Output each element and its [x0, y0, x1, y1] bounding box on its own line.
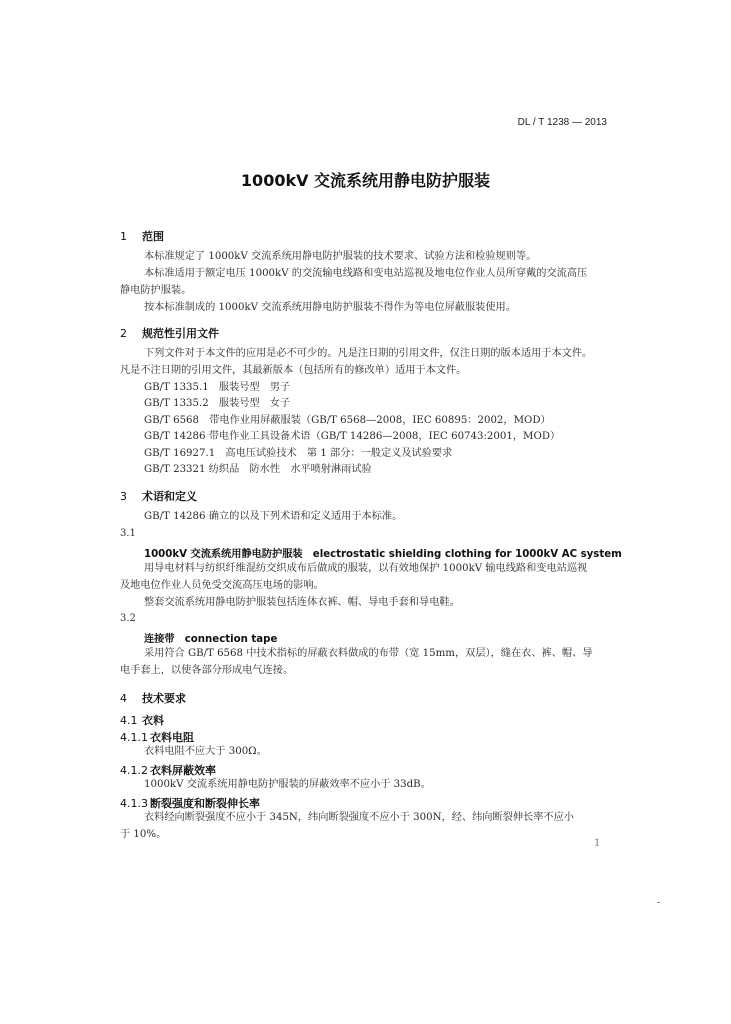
term-entry: 1000kV 交流系统用静电防护服装 electrostatic shielding clothing for 1000kV AC system — [144, 549, 622, 560]
paragraph: 本标准规定了 1000kV 交流系统用静电防护服装的技术要求、试验方法和检验规则等。 — [144, 251, 537, 262]
paragraph: 采用符合 GB/T 6568 中技术指标的屏蔽衣料做成的布带（宽 15mm，双层），缝在衣、裤、帽、导 — [144, 648, 593, 659]
reference-item: GB/T 16927.1 高电压试验技术 第 1 部分：一般定义及试验要求 — [144, 448, 453, 459]
subsection-4-1-1-heading — [120, 729, 194, 745]
section-number: 3 — [120, 490, 127, 503]
paragraph-continuation: 于 10%。 — [120, 829, 167, 840]
paragraph: 本标准适用于额定电压 1000kV 的交流输电线路和变电站巡视及地电位作业人员所穿戴的交流高压 — [144, 268, 588, 279]
section-3-heading — [120, 488, 197, 504]
reference-item: GB/T 1335.2 服装号型 女子 — [144, 398, 291, 409]
paragraph-continuation: 凡是不注日期的引用文件，其最新版本（包括所有的修改单）适用于本文件。 — [120, 365, 467, 376]
section-title: 技术要求 — [142, 692, 186, 705]
clause-number: 3.1 — [120, 528, 136, 539]
section-title: 范围 — [142, 230, 164, 243]
clause-number: 3.2 — [120, 613, 136, 624]
section-title: 规范性引用文件 — [142, 327, 219, 340]
reference-item: GB/T 1335.1 服装号型 男子 — [144, 382, 291, 393]
section-2-heading — [120, 325, 219, 341]
reference-item: GB/T 14286 带电作业工具设备术语（GB/T 14286—2008，IEC 60743:2001，MOD） — [144, 431, 561, 442]
page-number: 1 — [594, 838, 601, 849]
paragraph: 整套交流系统用静电防护服装包括连体衣裤、帽、导电手套和导电鞋。 — [144, 597, 460, 608]
paragraph: 按本标准制成的 1000kV 交流系统用静电防护服装不得作为等电位屏蔽服装使用。 — [144, 302, 516, 313]
paragraph: 1000kV 交流系统用静电防护服装的屏蔽效率不应小于 33dB。 — [144, 779, 431, 790]
standard-code: DL / T 1238 — 2013 — [517, 117, 607, 128]
subsection-4-1-2-heading — [120, 762, 216, 778]
paragraph-continuation: 电手套上，以使各部分形成电气连接。 — [120, 665, 294, 676]
paragraph: 下列文件对于本文件的应用是必不可少的。凡是注日期的引用文件，仅注日期的版本适用于本文件。 — [144, 348, 593, 359]
section-number: 4.1 — [120, 714, 138, 727]
section-title: 术语和定义 — [142, 490, 197, 503]
document-title: 1000kV 交流系统用静电防护服装 — [240, 171, 491, 190]
paragraph-continuation: 及地电位作业人员免受交流高压电场的影响。 — [120, 580, 324, 591]
section-4-heading — [120, 690, 186, 706]
reference-item: GB/T 23321 纺织品 防水性 水平喷射淋雨试验 — [144, 464, 372, 475]
subsection-4-1-heading — [120, 712, 164, 728]
term-entry: 连接带 connection tape — [144, 634, 278, 645]
section-title: 衣料 — [142, 714, 164, 727]
paragraph: 用导电材料与纺织纤维混纺交织成布后做成的服装，以有效地保护 1000kV 输电线路和变电站巡视 — [144, 563, 588, 574]
section-number: 4.1.1 — [120, 731, 148, 744]
section-number: 2 — [120, 327, 127, 340]
paragraph-continuation: 静电防护服装。 — [120, 285, 192, 296]
paragraph: GB/T 14286 确立的以及下列术语和定义适用于本标准。 — [144, 511, 403, 522]
section-number: 4 — [120, 692, 127, 705]
paragraph: 衣料经向断裂强度不应小于 345N，纬向断裂强度不应小于 300N，经、纬向断裂伸长率不应小 — [144, 812, 574, 823]
section-title: 衣料电阻 — [150, 731, 194, 744]
section-number: 1 — [120, 230, 127, 243]
section-1-heading — [120, 228, 164, 244]
section-title: 断裂强度和断裂伸长率 — [150, 797, 260, 810]
section-title: 衣料屏蔽效率 — [150, 764, 216, 777]
scan-speck — [657, 902, 660, 903]
paragraph: 衣料电阻不应大于 300Ω。 — [144, 746, 267, 757]
subsection-4-1-3-heading — [120, 795, 260, 811]
reference-item: GB/T 6568 带电作业用屏蔽服装（GB/T 6568—2008，IEC 60895：2002，MOD） — [144, 415, 551, 426]
section-number: 4.1.2 — [120, 764, 148, 777]
section-number: 4.1.3 — [120, 797, 148, 810]
